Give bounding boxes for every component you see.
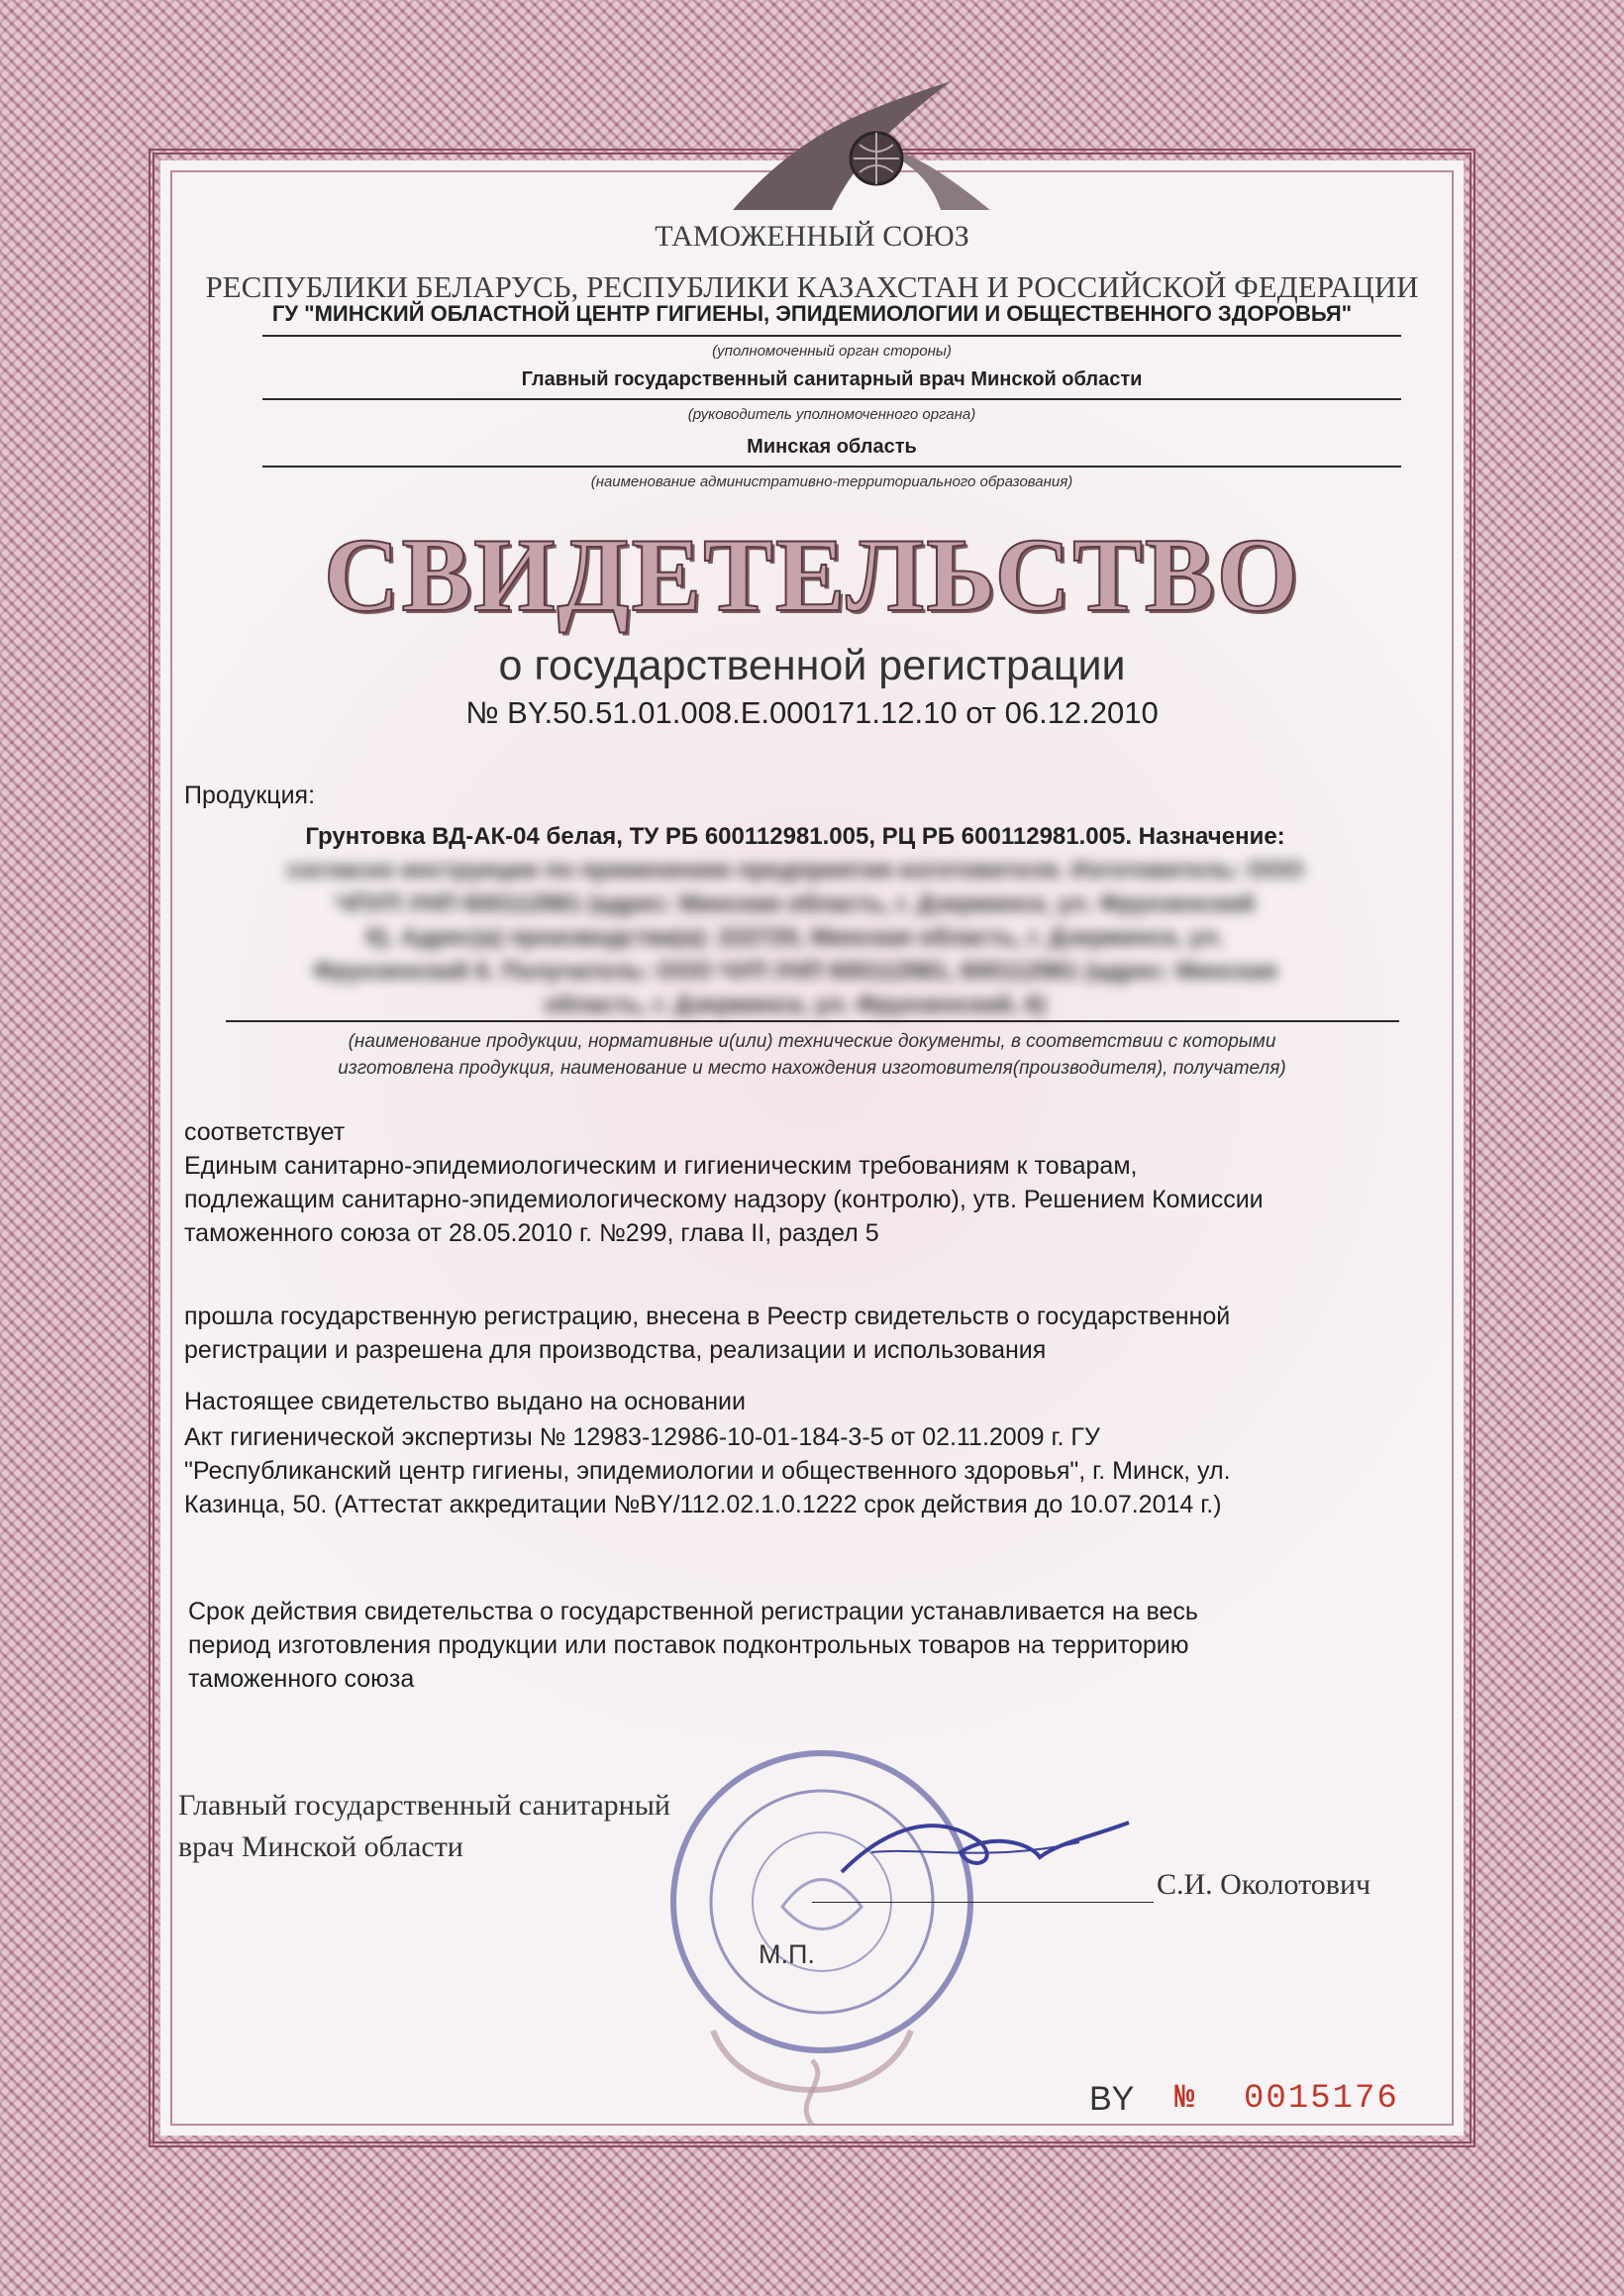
handwritten-signature-icon [832,1803,1149,1892]
certificate-number: № BY.50.51.01.008.E.000171.12.10 от 06.12.2010 [465,695,1159,730]
certificate-subtitle: о государственной регистрации [498,642,1126,689]
conformity-text [184,1149,1422,1250]
validity-text [188,1595,1426,1696]
rule-region [262,466,1401,468]
product-caption [198,1028,1426,1082]
region-name: Минская область [747,436,917,458]
signer-title-line-2: врач Минской области [178,1830,463,1863]
customs-union-title: ТАМОЖЕННЫЙ СОЮЗ [655,220,969,253]
product-line-5: Фрунзенский 6. Получатель: ООО ЧУП УНП 600112981, 600112981 (адрес: Минская [313,958,1277,985]
emblem-watermark-icon [683,2021,941,2130]
rule-product [226,1020,1399,1022]
validity-line-1: Срок действия свидетельства о государственной регистрации устанавливается на весь [188,1598,1198,1625]
basis-text [184,1420,1422,1521]
product-label: Продукция: [184,782,316,809]
rule-authority [262,335,1401,337]
conformity-line-2: подлежащим санитарно-эпидемиологическому надзору (контролю), утв. Решением Комиссии [184,1186,1264,1213]
registration-line-1: прошла государственную регистрацию, внесена в Реестр свидетельств о государственной [184,1303,1231,1330]
conformity-line-3: таможенного союза от 28.05.2010 г. №299, глава II, раздел 5 [184,1219,879,1247]
product-line-6: область, г. Дзержинск, ул. Фрунзенский, 6) [544,991,1047,1018]
product-line-3: ЧПУП УНП 600112981 (адрес: Минская область, г. Дзержинск, ул. Фрунзенский [336,890,1255,917]
signer-title-line-1: Главный государственный санитарный [178,1789,670,1822]
basis-line-3: Казинца, 50. (Аттестат аккредитации №BY/112.02.1.0.1222 срок действия до 10.07.2014 г.) [184,1491,1222,1518]
product-caption-2: изготовлена продукция, наименование и место нахождения изготовителя(производителя), получателя) [338,1058,1286,1079]
product-line-1: Грунтовка ВД-АК-04 белая, ТУ РБ 600112981.005, РЦ РБ 600112981.005. Назначение: [305,823,1285,850]
product-line-2: согласно инструкции по применению предприятия изготовителя. Изготовитель: ООО [286,857,1304,884]
product-description [226,820,1365,1022]
conformity-line-1: Единым санитарно-эпидемиологическим и гигиеническим требованиям к товарам, [184,1152,1138,1180]
registration-line-2: регистрации и разрешена для производства, реализации и использования [184,1336,1047,1364]
serial-country: BY [1089,2080,1135,2118]
basis-line-1: Акт гигиенической экспертизы № 12983-12986-10-01-184-3-5 от 02.11.2009 г. ГУ [184,1423,1100,1451]
conformity-label: соответствует [184,1118,346,1146]
signature-line [812,1902,1154,1903]
customs-union-emblem-icon [713,71,1010,220]
product-line-4: 6). Адрес(а) производства(а): 222720, Минская область, г. Дзержинск, ул. [366,924,1224,951]
signer-name: С.И. Околотович [1157,1868,1371,1901]
republics-line: РЕСПУБЛИКИ БЕЛАРУСЬ, РЕСПУБЛИКИ КАЗАХСТАН И РОССИЙСКОЙ ФЕДЕРАЦИИ [205,269,1419,304]
authority-name: ГУ "МИНСКИЙ ОБЛАСТНОЙ ЦЕНТР ГИГИЕНЫ, ЭПИДЕМИОЛОГИИ И ОБЩЕСТВЕННОГО ЗДОРОВЬЯ" [271,301,1353,326]
validity-line-3: таможенного союза [188,1665,415,1693]
registration-text [184,1300,1422,1367]
serial-number: 0015176 [1244,2080,1399,2118]
serial-number-sign: № [1174,2080,1195,2118]
authority-note: (уполномоченный орган стороны) [712,343,952,360]
head-position: Главный государственный санитарный врач Минской области [521,368,1143,390]
rule-head [262,398,1401,400]
basis-label: Настоящее свидетельство выдано на основании [184,1388,746,1415]
basis-line-2: "Республиканский центр гигиены, эпидемиологии и общественного здоровья", г. Минск, ул. [184,1457,1231,1485]
stamp-place-label: М.П. [759,1939,815,1969]
signer-title [178,1785,772,1868]
certificate-title: СВИДЕТЕЛЬСТВО [323,517,1301,633]
validity-line-2: период изготовления продукции или поставок подконтрольных товаров на территорию [188,1631,1189,1659]
product-caption-1: (наименование продукции, нормативные и(или) технические документы, в соответствии с которыми [348,1031,1276,1052]
head-note: (руководитель уполномоченного органа) [687,406,976,423]
region-note: (наименование административно-территориального образования) [590,473,1073,490]
